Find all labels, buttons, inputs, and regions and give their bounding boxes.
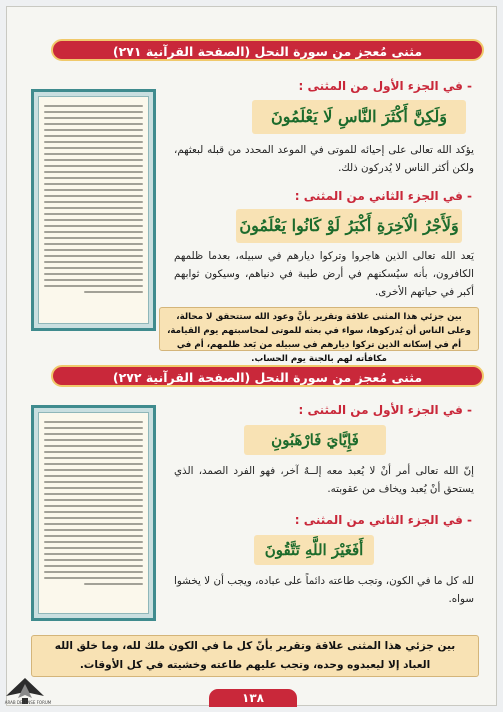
section2-part2-heading: - في الجزء الثاني من المثنى : bbox=[294, 513, 472, 527]
section2-part1-text: إنّ الله تعالى أمر أنْ لا يُعبد معه إلــهٌ آخر، فهو الفرد الصمد، الذي يستحق أنْ يُعبد ويخاف من عقوبته. bbox=[174, 465, 474, 495]
logo-caption: ARAB DEFENSE FORUM bbox=[4, 700, 52, 705]
section2-summary: بين جزئي هذا المثنى علاقة وتقرير بأنّ كل ما في الكون ملك لله، وما خلق الله العباد إلا ليعبدوه وحده، وتجب عليهم طاعته وخشيته في كل الأوقات. bbox=[31, 635, 479, 677]
section1-part1-verse: وَلَكِنَّ أَكْثَرَ النَّاسِ لَا يَعْلَمُونَ bbox=[252, 100, 466, 134]
page bbox=[6, 6, 497, 706]
section2-part1-heading: - في الجزء الأول من المثنى : bbox=[298, 403, 472, 417]
section1-part1-text: يؤكد الله تعالى على إحيائه للموتى في الموعد المحدد من قبله لبعثهم، ولكن أكثر الناس لا يُدركون ذلك. bbox=[174, 144, 474, 174]
section1-banner: مثنى مُعجز من سورة النحل (الصفحة القرآنية ٢٧١) bbox=[51, 39, 484, 61]
page-number: ١٣٨ bbox=[209, 689, 297, 707]
section2-banner: مثنى مُعجز من سورة النحل (الصفحة القرآنية ٢٧٢) bbox=[51, 365, 484, 387]
quran-page-image-271 bbox=[31, 89, 156, 331]
section1-part2-verse: وَلَأَجْرُ الْآخِرَةِ أَكْبَرُ لَوْ كَانُوا يَعْلَمُونَ bbox=[236, 209, 462, 243]
section1-part1-heading: - في الجزء الأول من المثنى : bbox=[298, 79, 472, 93]
quran-page-image-272 bbox=[31, 405, 156, 621]
section1-summary: بين جزئي هذا المثنى علاقة وتقرير بأنَّ وعود الله ستتحقق لا محالة، وعلى الناس أن يُدركوها، سواء في بعثه للموتى لمحاسبتهم يوم القيامة، أم في إسكانه الذين تركوا ديارهم في سبيله من بَعد ظلمهم، أم في مكافأته لهم بالجنة يوم الحساب. bbox=[159, 307, 479, 351]
quran-text-lines bbox=[38, 96, 149, 324]
section2-part2-text: لله كل ما في الكون، وتجب طاعته دائماً على عباده، ويجب أن لا يخشوا سواه. bbox=[174, 575, 474, 605]
section2-part2-verse: أَفَغَيْرَ اللَّهِ تَتَّقُونَ bbox=[254, 535, 374, 565]
section2-part1-verse: فَإِيَّايَ فَارْهَبُونِ bbox=[244, 425, 386, 455]
quran-text-lines bbox=[38, 412, 149, 614]
section1-part2-heading: - في الجزء الثاني من المثنى : bbox=[294, 189, 472, 203]
section1-part2-text: يَعد الله تعالى الذين هاجروا وتركوا ديارهم في سبيله، بعدما ظلمهم الكافرون، بأنه سيُسكنهم في أرض طيبة في دنياهم، وسيكون ثوابهم أكبر في حياتهم الأخرى. bbox=[174, 250, 474, 298]
